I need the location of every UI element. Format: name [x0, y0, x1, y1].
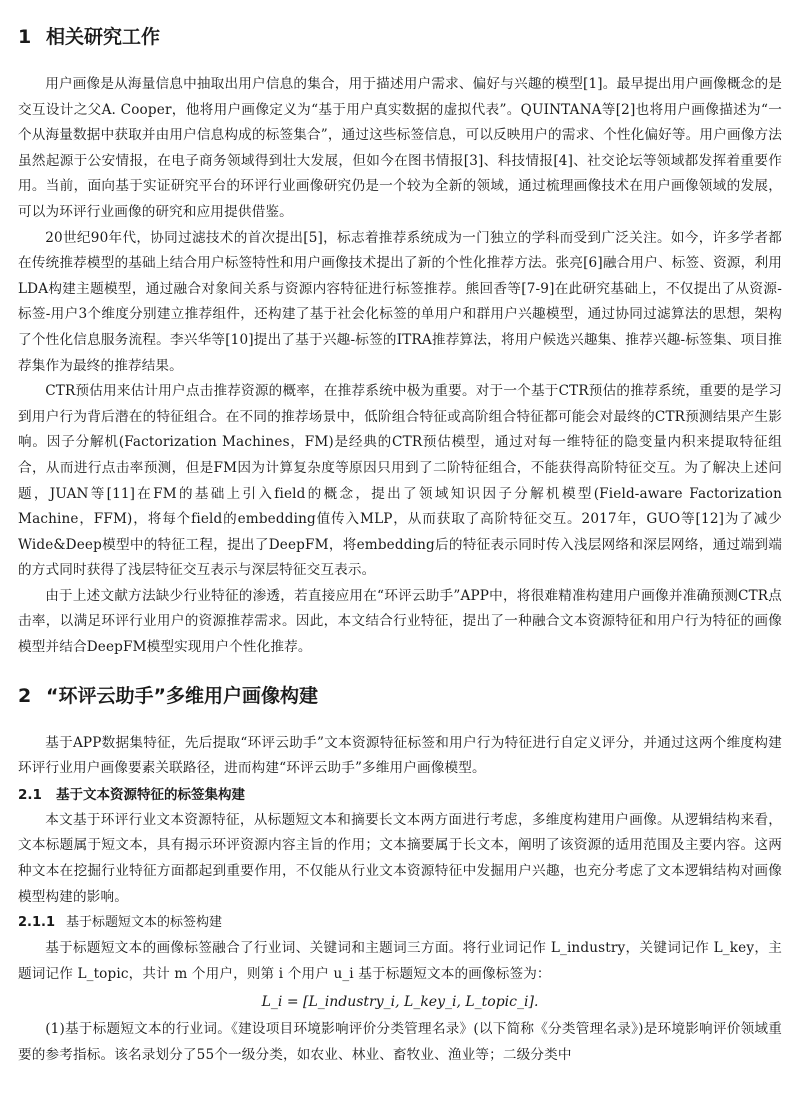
paragraph: 本文基于环评行业文本资源特征，从标题短文本和摘要长文本两方面进行考虑，多维度构建用户画像。从逻辑结构来看，文本标题属于短文本，具有揭示环评资源内容主旨的作用；文本摘要属于长文本，阐明了该资源的适用范围及主要内容。这两种文本在挖掘行业特征方面都起到重要作用，不仅能从行业文本资源特征中发掘用户兴趣，也充分考虑了文本逻辑结构对画像模型构建的影响。: [18, 811, 782, 905]
paragraph: CTR预估用来估计用户点击推荐资源的概率，在推荐系统中极为重要。对于一个基于CTR预估的推荐系统，重要的是学习到用户行为背后潜在的特征组合。在不同的推荐场景中，低阶组合特征或高阶组合特征都可能会对最终的CTR预测结果产生影响。因子分解机(Factorization Machines，FM)是经典的CTR预估模型，通过对每一维特征的隐变量内积来提取特征组合，从而进行点击率预测，但是FM因为计算复杂度等原因只用到了二阶特征组合，不能获得高阶特征交互。为了解决上述问题，JUAN等[11]在FM的基础上引入field的概念，提出了领域知识因子分解机模型(Field-aware Factorization Machine，FFM)，将每个field的embedding值传入MLP，从而获取了高阶特征交互。2017年，GUO等[12]为了减少Wide&Deep模型中的特征工程，提出了DeepFM，将embedding后的特征表示同时传入浅层网络和深层网络，通过端到端的方式同时获得了浅层特征交互表示与深层特征交互表示。: [18, 383, 782, 579]
section-heading: [18, 681, 782, 711]
formula: L_i = [L_industry_i, L_key_i, L_topic_i].: [261, 994, 539, 1011]
subsection-heading: [18, 784, 782, 806]
section-title: “环评云助手”多维用户画像构建: [46, 684, 318, 707]
subsubsection-heading: [18, 912, 782, 934]
paragraph: 20世纪90年代，协同过滤技术的首次提出[5]，标志着推荐系统成为一门独立的学科而受到广泛关注。如今，许多学者都在传统推荐模型的基础上结合用户标签特性和用户画像技术提出了新的个性化推荐方法。张亮[6]融合用户、标签、资源，利用LDA构建主题模型，通过融合对象间关系与资源内容特征进行标签推荐。熊回香等[7-9]在此研究基础上，不仅提出了从资源-标签-用户3个维度分别建立推荐组件，还构建了基于社会化标签的单用户和群用户兴趣模型，通过协同过滤算法的思想，架构了个性化信息服务流程。李兴华等[10]提出了基于兴趣-标签的ITRA推荐算法，将用户候选兴趣集、推荐兴趣-标签集、项目推荐集作为最终的推荐结果。: [18, 229, 782, 374]
section-title: 相关研究工作: [46, 26, 161, 48]
subsubsection-number: 2.1.1: [18, 915, 56, 931]
subsection-number: 2.1: [18, 786, 42, 803]
section-heading: [18, 22, 782, 52]
subsection-title: 基于文本资源特征的标签集构建: [56, 786, 245, 803]
section-number: 1: [18, 26, 32, 48]
paragraph: 基于APP数据集特征，先后提取“环评云助手”文本资源特征标签和用户行为特征进行自定义评分，并通过这两个维度构建环评行业用户画像要素关联路径，进而构建“环评云助手”多维用户画像模型。: [18, 734, 782, 777]
paragraph: 用户画像是从海量信息中抽取出用户信息的集合，用于描述用户需求、偏好与兴趣的模型[1]。最早提出用户画像概念的是交互设计之父A. Cooper，他将用户画像定义为“基于用户真实数据的虚拟代表”。QUINTANA等[2]也将用户画像描述为“一个从海量数据中获取并由用户信息构成的标签集合”，通过这些标签信息，可以反映用户的需求、个性化偏好等。用户画像方法虽然起源于公安情报，在电子商务领域得到壮大发展，但如今在图书情报[3]、科技情报[4]、社交论坛等领域都发挥着重要作用。当前，面向基于实证研究平台的环评行业画像研究仍是一个较为全新的领域，通过梳理画像技术在用户画像领域的发展，可以为环评行业画像的研究和应用提供借鉴。: [18, 76, 782, 220]
paragraph: 由于上述文献方法缺少行业特征的渗透，若直接应用在“环评云助手”APP中，将很难精准构建用户画像并准确预测CTR点击率，以满足环评行业用户的资源推荐需求。因此，本文结合行业特征，提出了一种融合文本资源特征和用户行为特征的画像模型并结合DeepFM模型实现用户个性化推荐。: [18, 587, 782, 656]
subsubsection-title: 基于标题短文本的标签构建: [66, 915, 223, 931]
paragraph: (1)基于标题短文本的行业词。《建设项目环境影响评价分类管理名录》(以下简称《分类管理名录》)是环境影响评价领域重要的参考指标。该名录划分了55个一级分类，如农业、林业、畜牧业、渔业等；二级分类中: [18, 1021, 782, 1063]
paragraph: 基于标题短文本的画像标签融合了行业词、关键词和主题词三方面。将行业词记作 L_industry，关键词记作 L_key，主题词记作 L_topic，共计 m 个用户，则第 i 个用户 u_i 基于标题短文本的画像标签为：: [18, 940, 782, 982]
section-number: 2: [18, 684, 32, 707]
page-content: [18, 14, 782, 1069]
